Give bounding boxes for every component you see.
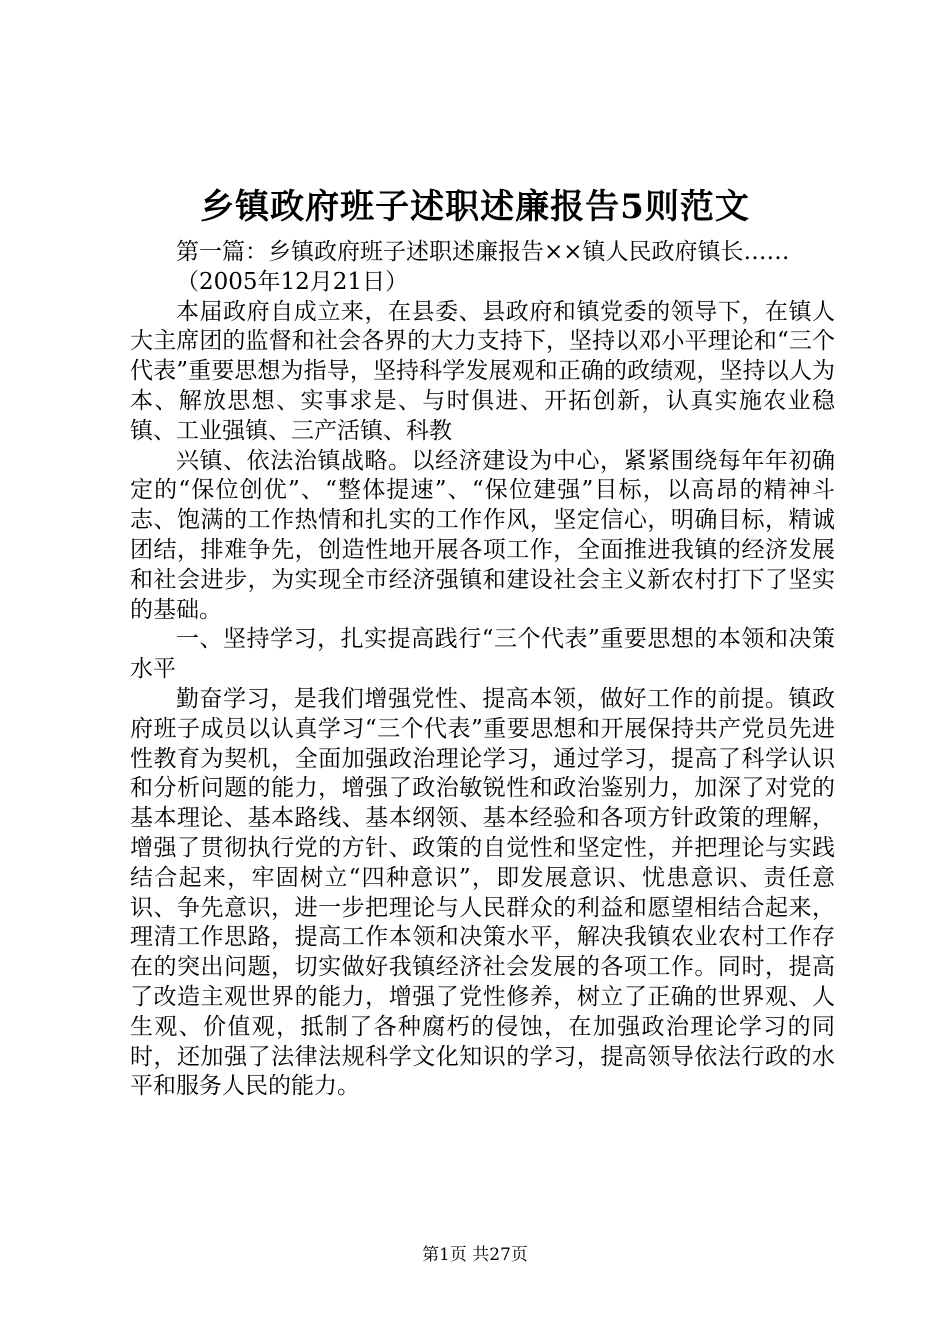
- paragraph-strategy: 兴镇、依法治镇战略。以经济建设为中心，紧紧围绕每年年初确定的“保位创优”、“整体提速”、“保位建强”目标，以高昂的精神斗志、饱满的工作热情和扎实的工作作风，坚定信心，明确目标，精诚团结，排难争先，创造性地开展各项工作，全面推进我镇的经济发展和社会进步，为实现全市经济强镇和建设社会主义新农村打下了坚实的基础。: [130, 447, 835, 623]
- page-number-footer: 第1页 共27页: [422, 1245, 528, 1265]
- paragraph-study: 勤奋学习，是我们增强党性、提高本领，做好工作的前提。镇政府班子成员以认真学习“三个代表”重要思想和开展保持共产党员先进性教育为契机，全面加强政治理论学习，通过学习，提高了科学认识和分析问题的能力，增强了政治敏锐性和政治鉴别力，加深了对党的基本理论、基本路线、基本纲领、基本经验和各项方针政策的理解，增强了贯彻执行党的方针、政策的自觉性和坚定性，并把理论与实践结合起来，牢固树立“四种意识”，即发展意识、忧患意识、责任意识、争先意识，进一步把理论与人民群众的利益和愿望相结合起来，理清工作思路，提高工作本领和决策水平，解决我镇农业农村工作存在的突出问题，切实做好我镇经济社会发展的各项工作。同时，提高了改造主观世界的能力，增强了党性修养，树立了正确的世界观、人生观、价值观，抵制了各种腐朽的侵蚀，在加强政治理论学习的同时，还加强了法律法规科学文化知识的学习，提高领导依法行政的水平和服务人民的能力。: [130, 685, 835, 1100]
- paragraph-date: （2005年12月21日）: [176, 268, 409, 295]
- section-heading-one: 一、坚持学习，扎实提高践行“三个代表”重要思想的本领和决策水平: [130, 626, 835, 683]
- paragraph-intro: 本届政府自成立来，在县委、县政府和镇党委的领导下，在镇人大主席团的监督和社会各界的大力支持下，坚持以邓小平理论和“三个代表”重要思想为指导，坚持科学发展观和正确的政绩观，坚持以人为本、解放思想、实事求是、与时俱进、开拓创新，认真实施农业稳镇、工业强镇、三产活镇、科教: [130, 298, 835, 444]
- document-title: 乡镇政府班子述职述廉报告5则范文: [200, 187, 750, 227]
- paragraph-heading-first-piece: 第一篇：乡镇政府班子述职述廉报告××镇人民政府镇长……: [176, 239, 790, 265]
- document-body: [130, 238, 835, 1102]
